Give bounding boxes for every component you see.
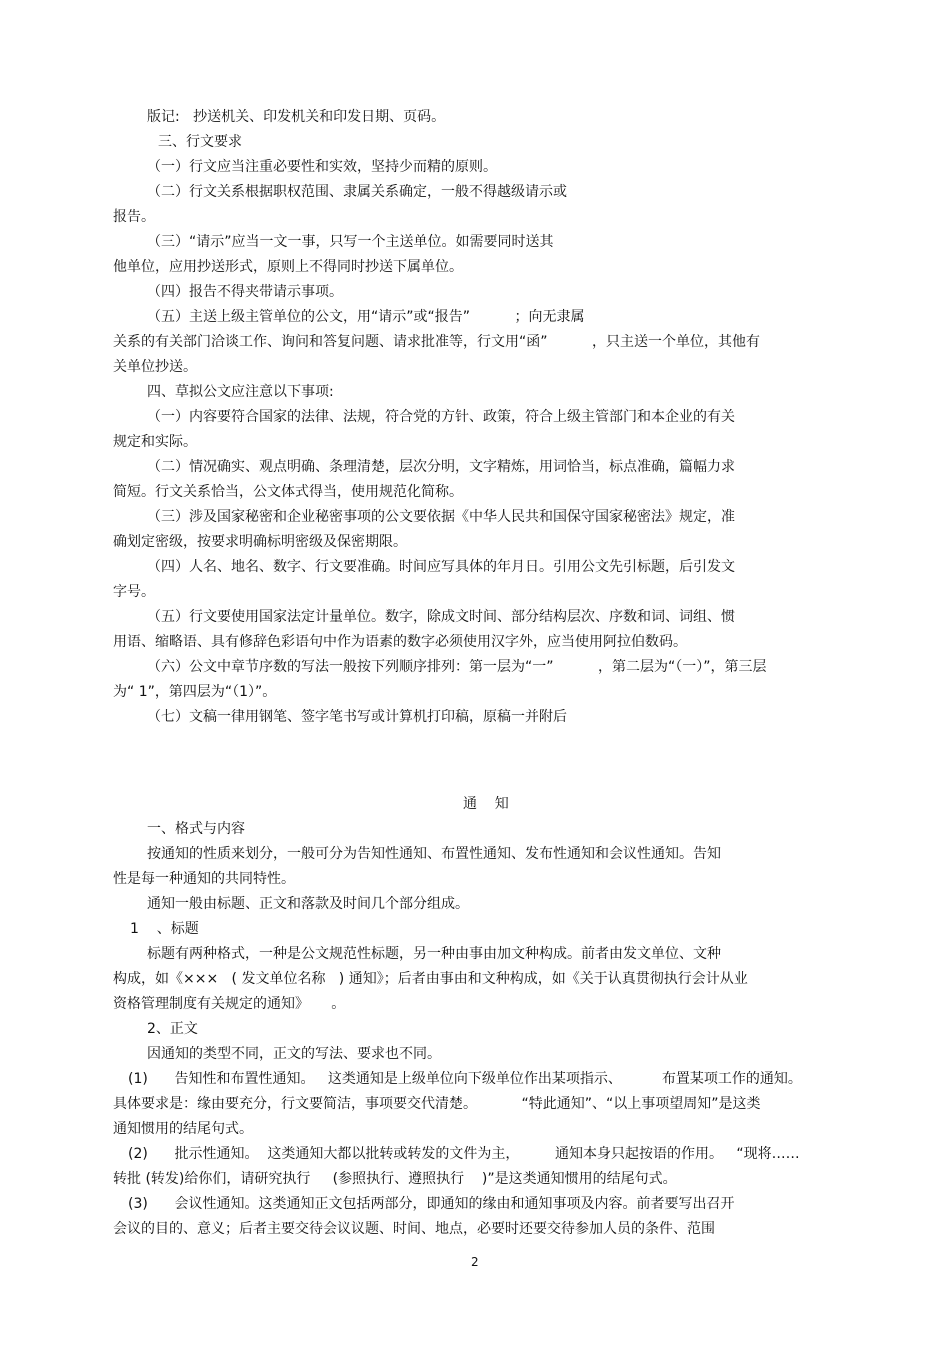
text-line: 他单位，应用抄送形式，原则上不得同时抄送下属单位。 (113, 259, 463, 275)
text-line: 构成，如《××× ( 发文单位名称 ) 通知》；后者由事由和文种构成，如《关于认真贯彻执行会计从业 (113, 971, 748, 987)
text-line: 确划定密级，按要求明确标明密级及保密期限。 (113, 534, 407, 550)
text-line: （一）内容要符合国家的法律、法规，符合党的方针、政策，符合上级主管部门和本企业的有关 (147, 409, 735, 425)
text-line: 版记: 抄送机关、印发机关和印发日期、页码。 (147, 109, 446, 125)
page-number: 2 (471, 1255, 479, 1269)
text-line: （六）公文中章节序数的写法一般按下列顺序排列：第一层为“一” ，第二层为“（一）”，第三层 (147, 659, 767, 675)
text-line: (2) 批示性通知。 这类通知大都以批转或转发的文件为主， 通知本身只起按语的作用。 “现将…… (128, 1146, 800, 1162)
text-line: 三、行文要求 (158, 134, 242, 150)
text-line: 为“ 1”，第四层为“（1）”。 (113, 684, 277, 700)
section-title: 通 知 (463, 796, 509, 812)
text-line: 标题有两种格式，一种是公文规范性标题，另一种由事由加文种构成。前者由发文单位、文种 (147, 946, 721, 962)
text-line: 资格管理制度有关规定的通知》 。 (113, 996, 346, 1012)
text-line: 四、草拟公文应注意以下事项: (147, 384, 334, 400)
text-line: 用语、缩略语、具有修辞色彩语句中作为语素的数字必须使用汉字外，应当使用阿拉伯数码。 (113, 634, 687, 650)
text-line: (3) 会议性通知。这类通知正文包括两部分，即通知的缘由和通知事项及内容。前者要写出召开 (128, 1196, 735, 1212)
text-line: （五）主送上级主管单位的公文，用“请示”或“报告” ；向无隶属 (147, 309, 585, 325)
text-line: 关单位抄送。 (113, 359, 197, 375)
text-line: 字号。 (113, 584, 155, 600)
text-line: （一）行文应当注重必要性和实效，坚持少而精的原则。 (147, 159, 497, 175)
text-line: 按通知的性质来划分，一般可分为告知性通知、布置性通知、发布性通知和会议性通知。告知 (147, 846, 721, 862)
text-line: 会议的目的、意义；后者主要交待会议议题、时间、地点，必要时还要交待参加人员的条件、范围 (113, 1221, 715, 1237)
text-line: 规定和实际。 (113, 434, 197, 450)
text-line: 通知一般由标题、正文和落款及时间几个部分组成。 (147, 896, 469, 912)
text-line: (1) 告知性和布置性通知。 这类通知是上级单位向下级单位作出某项指示、 布置某项工作的通知。 (128, 1071, 802, 1087)
text-line: 报告。 (113, 209, 155, 225)
text-line: （二）行文关系根据职权范围、隶属关系确定，一般不得越级请示或 (147, 184, 567, 200)
text-line: （七）文稿一律用钢笔、签字笔书写或计算机打印稿，原稿一并附后 (147, 709, 567, 725)
text-line: 简短。行文关系恰当，公文体式得当，使用规范化简称。 (113, 484, 463, 500)
text-line: 2、正文 (147, 1021, 198, 1037)
text-line: 转批 (转发)给你们，请研究执行 (参照执行、遵照执行 )”是这类通知惯用的结尾句式。 (113, 1171, 677, 1187)
text-line: 一、格式与内容 (147, 821, 245, 837)
text-line: 具体要求是：缘由要充分，行文要简洁，事项要交代清楚。 “特此通知”、“以上事项望周知”是这类 (113, 1096, 761, 1112)
text-line: 通知惯用的结尾句式。 (113, 1121, 253, 1137)
text-line: （四）报告不得夹带请示事项。 (147, 284, 343, 300)
text-line: （三）“请示”应当一文一事，只写一个主送单位。如需要同时送其 (147, 234, 554, 250)
text-line: 性是每一种通知的共同特性。 (113, 871, 295, 887)
text-line: 因通知的类型不同，正文的写法、要求也不同。 (147, 1046, 441, 1062)
text-line: （二）情况确实、观点明确、条理清楚，层次分明，文字精炼，用词恰当，标点准确，篇幅力求 (147, 459, 735, 475)
text-line: 关系的有关部门洽谈工作、询问和答复问题、请求批准等，行文用“函” ，只主送一个单位，其他有 (113, 334, 761, 350)
text-line: （四）人名、地名、数字、行文要准确。时间应写具体的年月日。引用公文先引标题，后引发文 (147, 559, 735, 575)
text-line: 1 、标题 (130, 921, 199, 937)
text-line: （三）涉及国家秘密和企业秘密事项的公文要依据《中华人民共和国保守国家秘密法》规定，准 (147, 509, 735, 525)
text-line: （五）行文要使用国家法定计量单位。数字，除成文时间、部分结构层次、序数和词、词组、惯 (147, 609, 735, 625)
